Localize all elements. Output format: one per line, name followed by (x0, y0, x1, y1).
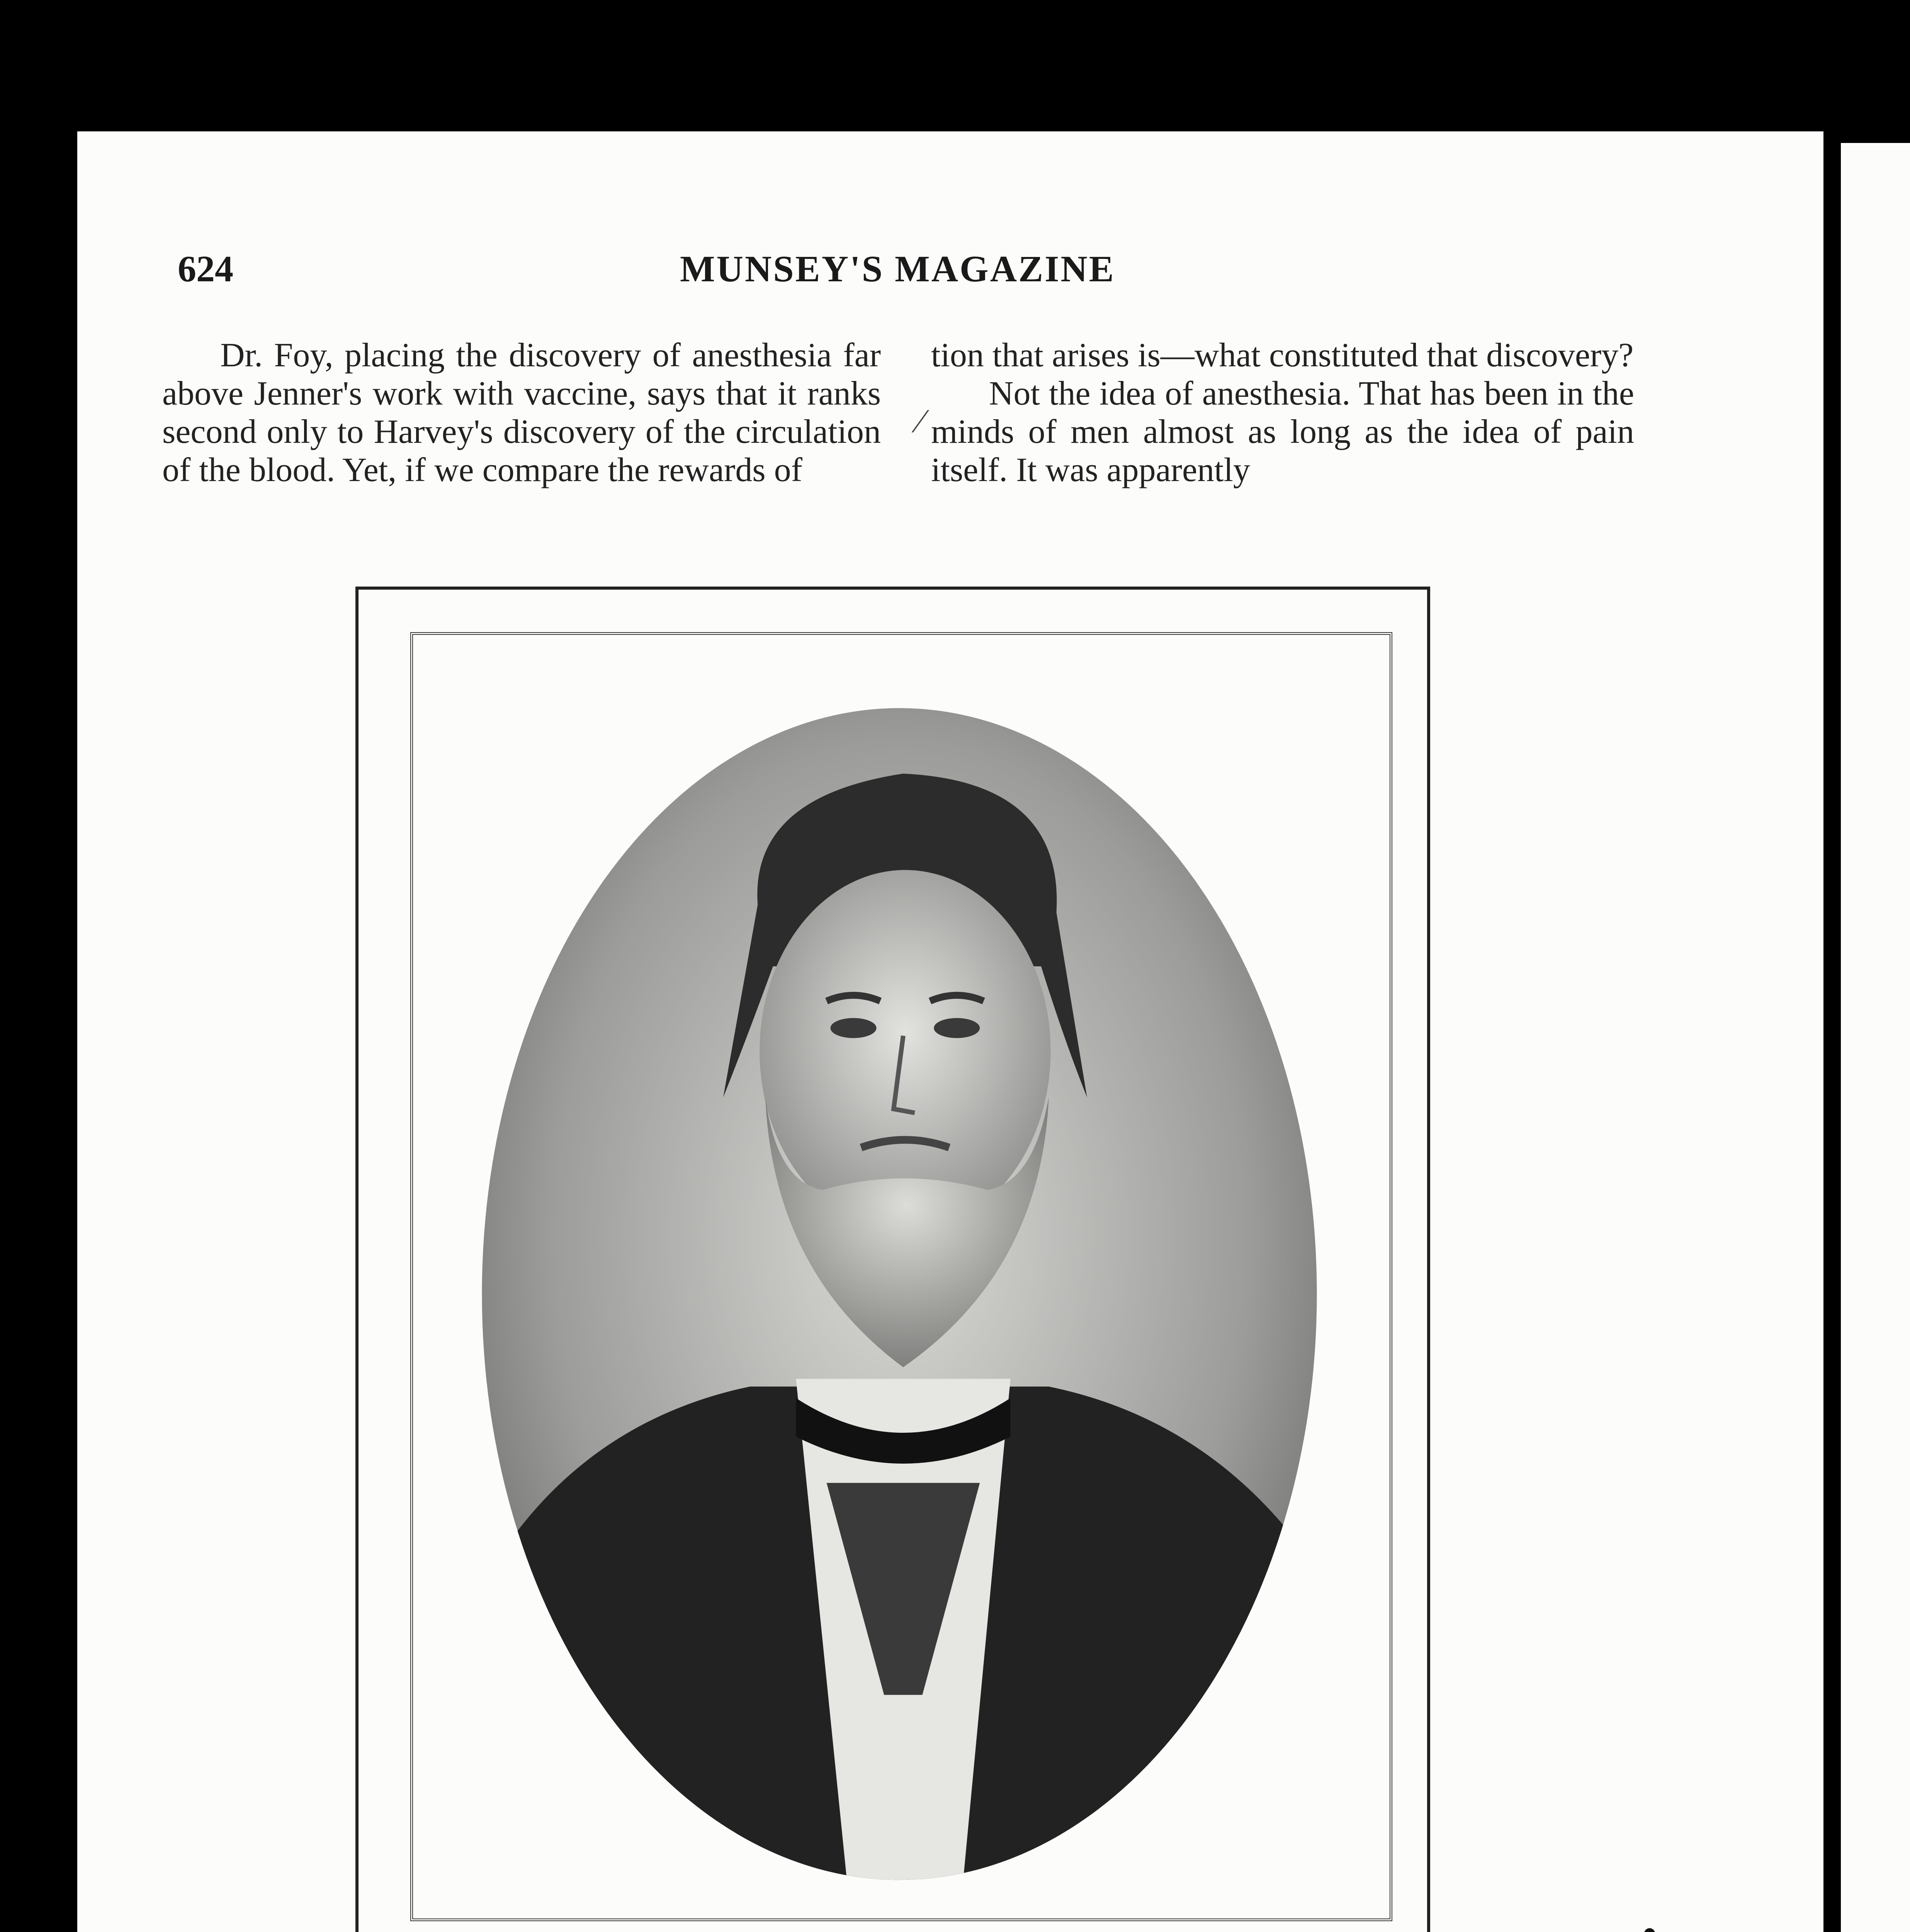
portrait-frame (355, 587, 1430, 1932)
text-column-top-left (162, 336, 881, 489)
paragraph: Dr. Foy, placing the discovery of anesthesia far above Jenner's work with vaccine, says that it ranks second only to Harvey's discovery of the circulation of the blood. Yet, if we compare the rewards of (162, 337, 881, 489)
portrait-engraving (413, 635, 1390, 1918)
portrait-image (410, 632, 1392, 1921)
paragraph: tion that arises is—what constituted that discovery? (931, 337, 1634, 374)
text-column-top-right (931, 336, 1634, 489)
page-number: 624 (178, 248, 233, 289)
facing-page-edge (1841, 143, 1910, 1932)
paragraph: Not the idea of anesthesia. That has been in the minds of men almost as long as the idea of pain itself. It was apparently (931, 375, 1634, 489)
magazine-title: MUNSEY'S MAGAZINE (680, 248, 1115, 289)
margin-tick-mark: ⁄ (918, 403, 923, 440)
